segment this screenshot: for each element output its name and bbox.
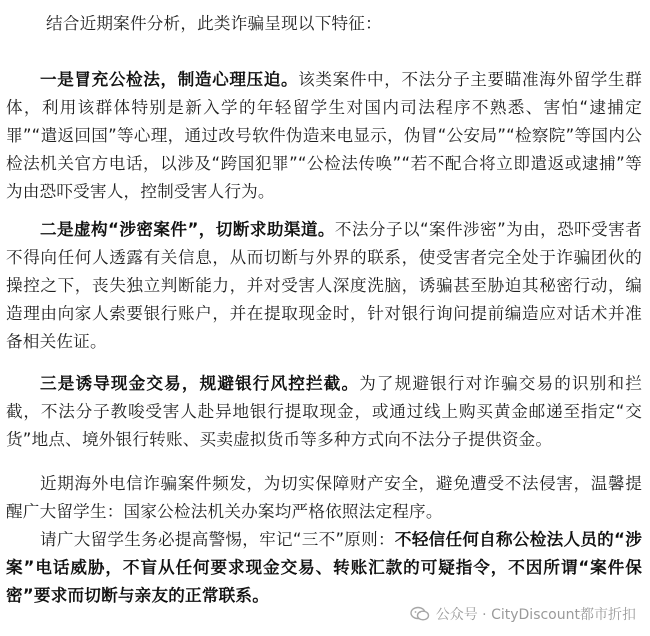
closing-paragraph: 近期海外电信诈骗案件频发，为切实保障财产安全，避免遭受不法侵害，温馨提醒广大留学生：国家公检法机关办案均严格依照法定程序。 <box>6 474 642 521</box>
feature-heading-1: 一是冒充公检法，制造心理压迫。 <box>40 70 299 89</box>
feature-text-2: 不法分子以“案件涉密”为由，恐吓受害者不得向任何人透露有关信息，从而切断与外界的联系，使受害者完全处于诈骗团伙的操控之下，丧失独立判断能力，并对受害人深度洗脑，诱骗甚至胁迫其秘密行动，编造理由向家人索要银行账户，并在提取现金时，针对银行询问提前编造应对话术并准备相关佐证。 <box>6 220 642 351</box>
feature-text-1: 该类案件中，不法分子主要瞄准海外留学生群体，利用该群体特别是新入学的年轻留学生对国内司法程序不熟悉、害怕“逮捕定罪”“遣返回国”等心理，通过改号软件伪造来电显示，伪冒“公安局”“检察院”等国内公检法机关官方电话，以涉及“跨国犯罪”“公检法传唤”“若不配合将立即遣返或逮捕”等为由恐吓受害人，控制受害人行为。 <box>6 70 643 201</box>
feature-heading-2: 二是虚构“涉密案件”，切断求助渠道。 <box>40 220 335 239</box>
wechat-watermark <box>410 604 636 624</box>
feature-text-3: 为了规避银行对诈骗交易的识别和拦截，不法分子教唆受害人赴异地银行提取现金，或通过线上购买黄金邮递至指定“交货”地点、境外银行转账、买卖虚拟货币等多种方式向不法分子提供资金。 <box>6 374 642 449</box>
watermark-text: 公众号 · CityDiscount都市折扣 <box>435 607 636 623</box>
feature-paragraph-3 <box>6 370 642 454</box>
reminder-paragraph <box>6 526 642 610</box>
feature-paragraph-1 <box>6 66 642 206</box>
feature-heading-3: 三是诱导现金交易，规避银行风控拦截。 <box>40 374 360 393</box>
wechat-icon <box>410 606 430 622</box>
intro-text: 结合近期案件分析，此类诈骗呈现以下特征： <box>46 14 382 33</box>
feature-paragraph-2 <box>6 216 642 356</box>
reminder-principles: 不轻信任何自称公检法人员的“涉案”电话威胁，不盲从任何要求现金交易、转账汇款的可疑指令，不因所谓“案件保密”要求而切断与亲友的正常联系。 <box>6 530 643 605</box>
reminder-lead: 请广大留学生务必提高警惕，牢记“三不”原则： <box>40 530 395 549</box>
